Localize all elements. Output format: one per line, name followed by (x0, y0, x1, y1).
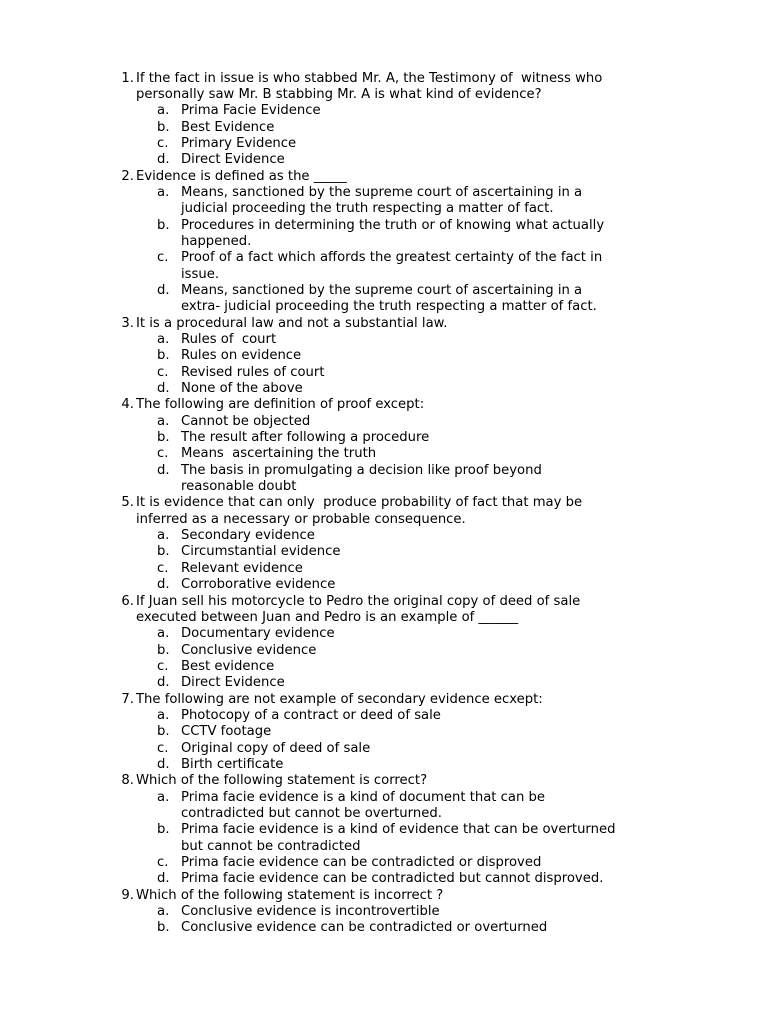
option-text-line: Means, sanctioned by the supreme court of ascertaining in a (181, 282, 583, 298)
option-letter: d. (157, 152, 170, 168)
option-item (136, 724, 676, 740)
option-item (136, 348, 676, 364)
option-letter: d. (157, 462, 170, 478)
question-item (0, 71, 676, 169)
question-text-line: The following are not example of secondary evidence ecxept: (136, 691, 543, 707)
option-letter: d. (157, 871, 170, 887)
option-letter: c. (157, 364, 169, 380)
option-text-line: Rules on evidence (181, 348, 302, 364)
question-item (0, 397, 676, 495)
question-number: 3. (121, 315, 134, 331)
option-item (136, 577, 676, 593)
option-text-line: Conclusive evidence can be contradicted or overturned (181, 920, 548, 936)
option-text-line: Proof of a fact which affords the greatest certainty of the fact in (181, 250, 603, 266)
question-item (0, 773, 676, 887)
option-letter: a. (157, 332, 170, 347)
option-item (136, 822, 676, 855)
option-letter: a. (157, 707, 170, 723)
option-text-line: Procedures in determining the truth or of knowing what actually (181, 217, 605, 233)
option-text-line: reasonable doubt (181, 479, 297, 495)
option-letter: c. (157, 135, 169, 151)
option-text-line: Prima facie evidence is a kind of document that can be (181, 789, 546, 805)
option-letter: b. (157, 642, 170, 658)
option-text-line: Rules of court (181, 332, 277, 347)
question-text-line: It is a procedural law and not a substantial law. (136, 315, 448, 331)
question-text-line: personally saw Mr. B stabbing Mr. A is what kind of evidence? (136, 86, 542, 102)
option-letter: b. (157, 348, 170, 364)
option-letter: a. (157, 904, 170, 920)
option-item (136, 528, 676, 544)
option-letter: b. (157, 217, 170, 233)
option-item (136, 904, 676, 920)
question-text-line: executed between Juan and Pedro is an example of ______ (136, 609, 519, 625)
question-text-line: Evidence is defined as the _____ (136, 168, 347, 184)
option-text-line: Secondary evidence (181, 528, 315, 544)
option-letter: d. (157, 756, 170, 772)
option-item (136, 659, 676, 675)
option-letter: a. (157, 184, 170, 200)
question-item (0, 594, 676, 692)
option-list (136, 790, 676, 888)
option-text-line: None of the above (181, 381, 303, 397)
option-item (136, 414, 676, 430)
question-item (0, 495, 676, 593)
question-text-line: Which of the following statement is incorrect ? (136, 887, 444, 903)
option-item (136, 790, 676, 823)
option-text-line: contradicted but cannot be overturned. (181, 805, 442, 821)
option-item (136, 561, 676, 577)
option-item (136, 757, 676, 773)
option-item (136, 365, 676, 381)
option-item (136, 741, 676, 757)
option-text-line: Means, sanctioned by the supreme court of ascertaining in a (181, 184, 583, 200)
option-item (136, 626, 676, 642)
option-text-line: The result after following a procedure (181, 430, 430, 446)
option-list (136, 185, 676, 316)
question-number: 7. (121, 691, 134, 707)
option-text-line: Photocopy of a contract or deed of sale (181, 707, 441, 723)
option-list (136, 103, 676, 168)
question-text-line: It is evidence that can only produce probability of fact that may be (136, 495, 583, 511)
option-item (136, 120, 676, 136)
option-text-line: Best Evidence (181, 119, 275, 135)
question-number: 6. (121, 593, 134, 609)
option-letter: d. (157, 381, 170, 397)
option-text-line: Direct Evidence (181, 675, 285, 691)
option-text-line: Prima facie evidence can be contradicted but cannot disproved. (181, 871, 604, 887)
option-text-line: Prima Facie Evidence (181, 103, 321, 119)
option-item (136, 218, 676, 251)
option-item (136, 463, 676, 496)
option-letter: d. (157, 675, 170, 691)
option-item (136, 544, 676, 560)
option-item (136, 708, 676, 724)
option-text-line: Primary Evidence (181, 135, 297, 151)
option-text-line: Birth certificate (181, 756, 284, 772)
option-letter: b. (157, 920, 170, 936)
option-text-line: Corroborative evidence (181, 577, 336, 593)
option-text-line: happened. (181, 233, 252, 249)
option-letter: c. (157, 855, 169, 870)
option-text-line: The basis in promulgating a decision like proof beyond (181, 462, 542, 478)
question-text-line: If Juan sell his motorcycle to Pedro the original copy of deed of sale (136, 593, 581, 609)
option-list (136, 904, 676, 937)
option-letter: a. (157, 103, 170, 119)
question-text-line: The following are definition of proof except: (136, 397, 425, 413)
question-text-line: If the fact in issue is who stabbed Mr. A, the Testimony of witness who (136, 70, 603, 86)
option-item (136, 920, 676, 936)
option-text-line: Prima facie evidence can be contradicted or disproved (181, 855, 542, 870)
option-text-line: Conclusive evidence is incontrovertible (181, 904, 440, 920)
option-letter: b. (157, 544, 170, 560)
option-letter: b. (157, 119, 170, 135)
option-text-line: extra- judicial proceeding the truth respecting a matter of fact. (181, 299, 597, 315)
question-item (0, 692, 676, 774)
option-list (136, 708, 676, 773)
option-letter: a. (157, 789, 170, 805)
option-text-line: Relevant evidence (181, 560, 303, 576)
option-letter: b. (157, 822, 170, 838)
option-letter: a. (157, 413, 170, 429)
option-text-line: issue. (181, 266, 220, 282)
option-letter: c. (157, 658, 169, 674)
option-text-line: Documentary evidence (181, 626, 335, 642)
option-list (136, 528, 676, 593)
option-text-line: but cannot be contradicted (181, 838, 361, 854)
question-text-line: Which of the following statement is correct? (136, 773, 428, 789)
option-list (136, 414, 676, 496)
option-text-line: Conclusive evidence (181, 642, 317, 658)
option-item (136, 446, 676, 462)
question-text-line: inferred as a necessary or probable consequence. (136, 511, 466, 527)
question-number: 4. (121, 397, 134, 413)
option-item (136, 643, 676, 659)
option-item (136, 136, 676, 152)
question-item (0, 169, 676, 316)
option-letter: c. (157, 560, 169, 576)
option-letter: b. (157, 724, 170, 740)
option-list (136, 626, 676, 691)
option-letter: a. (157, 528, 170, 544)
option-item (136, 185, 676, 218)
option-text-line: judicial proceeding the truth respecting a matter of fact. (181, 201, 554, 217)
option-list (136, 332, 676, 397)
option-letter: a. (157, 626, 170, 642)
question-item (0, 888, 676, 937)
question-item (0, 316, 676, 398)
option-text-line: CCTV footage (181, 724, 272, 740)
option-letter: b. (157, 430, 170, 446)
option-item (136, 250, 676, 283)
option-letter: d. (157, 577, 170, 593)
option-letter: c. (157, 250, 169, 266)
question-number: 8. (121, 773, 134, 789)
question-number: 5. (121, 495, 134, 511)
option-text-line: Direct Evidence (181, 152, 285, 168)
option-letter: d. (157, 282, 170, 298)
option-item (136, 855, 676, 871)
option-text-line: Original copy of deed of sale (181, 740, 371, 756)
option-item (136, 332, 676, 348)
option-item (136, 675, 676, 691)
option-text-line: Circumstantial evidence (181, 544, 341, 560)
question-number: 9. (121, 887, 134, 903)
option-text-line: Best evidence (181, 658, 275, 674)
option-item (136, 381, 676, 397)
option-text-line: Revised rules of court (181, 364, 325, 380)
option-item (136, 430, 676, 446)
option-item (136, 871, 676, 887)
option-text-line: Cannot be objected (181, 413, 311, 429)
question-list (0, 71, 676, 937)
option-letter: c. (157, 446, 169, 462)
option-text-line: Means ascertaining the truth (181, 446, 377, 462)
option-letter: c. (157, 740, 169, 756)
question-number: 2. (121, 168, 134, 184)
option-item (136, 283, 676, 316)
option-item (136, 103, 676, 119)
option-item (136, 152, 676, 168)
option-text-line: Prima facie evidence is a kind of evidence that can be overturned (181, 822, 616, 838)
question-number: 1. (121, 70, 134, 86)
